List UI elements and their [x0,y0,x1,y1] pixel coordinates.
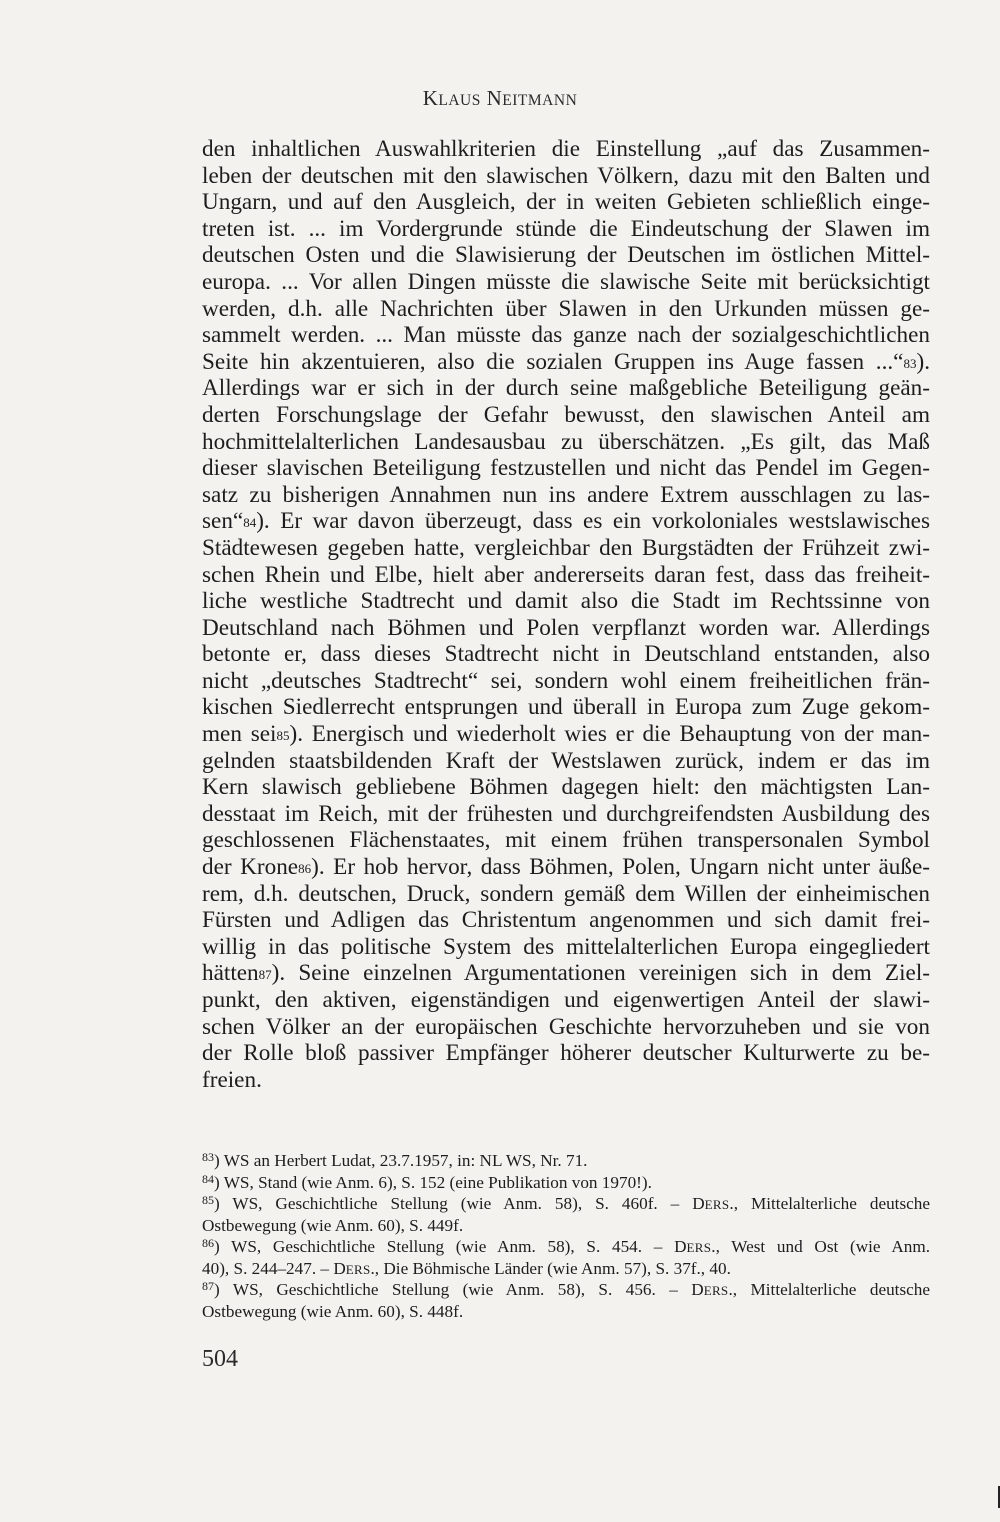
footnote-text: ., Mittelalterliche deutsche [728,1280,930,1299]
text-line: Städtewesen gegeben hatte, vergleichbar den Burgstädten der Frühzeit zwi- [202,534,930,561]
footnotes [202,1150,930,1322]
text-line: schen Völker an der europäischen Geschichte hervorzuheben und sie von [202,1013,930,1040]
text-line: punkt, den aktiven, eigenständigen und eigenwertigen Anteil der slawi- [202,987,930,1013]
text-line: desstaat im Reich, mit der frühesten und durchgreifendsten Ausbildung des [202,800,930,827]
running-header [0,86,1000,111]
text-segment: der Krone [202,854,299,881]
text-line: der Rolle bloß passiver Empfänger höherer deutscher Kulturwerte zu be- [202,1040,930,1067]
footnote-line [202,1150,930,1172]
footnote-84 [202,1172,930,1194]
ders-initial: D [674,1237,687,1256]
text-line [202,854,930,881]
text-line [202,721,930,748]
footnote-number: 83 [202,1150,214,1164]
text-line: freien. [202,1066,262,1093]
footnote-text: 40), S. 244–247. – [202,1258,334,1278]
text-line: betonte er, dass dieses Stadtrecht nicht in Deutschland entstanden, also [202,641,930,668]
footnote-line: Ostbewegung (wie Anm. 60), S. 449f. [202,1215,464,1235]
footnote-line: Ostbewegung (wie Anm. 60), S. 448f. [202,1301,464,1321]
footnote-83 [202,1150,930,1172]
text-line: kischen Siedlerrecht entsprungen und überall in Europa zum Zuge gekom- [202,694,930,721]
text-segment: ). [916,348,930,375]
text-segment: hätten [202,960,259,987]
text-segment: ). Energisch und wiederholt wies er die Behauptung von der man- [289,721,930,748]
ders-initial: D [691,1280,704,1299]
text-line: Deutschland nach Böhmen und Polen verpflanzt worden war. Allerdings [202,614,930,641]
footnote-text: ) WS, Geschichtliche Stellung (wie Anm. 58), S. 460f. – [214,1194,693,1213]
text-line: liche westliche Stadtrecht und damit also die Stadt im Rechtssinne von [202,588,930,615]
footnote-87 [202,1279,930,1322]
footnote-number: 87 [202,1279,214,1293]
footnote-number: 84 [202,1171,214,1186]
footnote-number: 85 [202,1193,214,1207]
footnote-line [202,1172,930,1194]
text-line: leben der deutschen mit den slawischen Völkern, dazu mit den Balten und [202,162,930,189]
text-line: rem, d.h. deutschen, Druck, sondern gemäß dem Willen der einheimischen [202,880,930,907]
footnote-text: ) WS, Geschichtliche Stellung (wie Anm. 58), S. 456. – [214,1280,692,1299]
text-segment: men sei [202,721,277,748]
text-segment: ). Er hob hervor, dass Böhmen, Polen, Ungarn nicht unter äuße- [311,854,930,881]
ders-rest: ERS [703,1283,729,1298]
text-line: schen Rhein und Elbe, hielt aber andererseits daran fest, dass das freiheit- [202,561,930,588]
footnote-text: ., Mittelalterliche deutsche [729,1194,930,1213]
text-line: Fürsten und Adligen das Christentum angenommen und sich damit frei- [202,907,930,934]
footnote-text: ) WS, Geschichtliche Stellung (wie Anm. 58), S. 454. – [214,1237,675,1256]
text-line: werden, d.h. alle Nachrichten über Slawen in den Urkunden müssen ge- [202,295,930,322]
text-line: deutschen Osten und die Slawisierung der Deutschen im östlichen Mittel- [202,242,930,269]
ders-initial: D [692,1194,705,1213]
footnote-number: 86 [202,1236,214,1250]
main-text [202,136,930,1093]
footnote-text: ) WS, Stand (wie Anm. 6), S. 152 (eine Publikation von 1970!). [214,1172,652,1192]
ders-rest: ERS [704,1197,730,1212]
text-segment: ). Er war davon überzeugt, dass es ein vorkoloniales westslawisches [256,508,930,535]
footnote-reference-86[interactable]: 86 [298,861,312,877]
text-line: derten Forschungslage der Gefahr bewusst, den slawischen Anteil am [202,401,930,428]
text-line: europa. ... Vor allen Dingen müsste die slawische Seite mit berücksichtigt [202,268,930,295]
header-author-last-rest: EITMANN [502,92,578,109]
footnote-line [202,1236,930,1258]
footnote-reference-84[interactable]: 84 [243,515,257,531]
text-line: treten ist. ... im Vordergrunde stünde die Eindeutschung der Slawen im [202,215,930,242]
text-line: den inhaltlichen Auswahlkriterien die Einstellung „auf das Zusammen- [202,136,930,162]
footnote-86 [202,1236,930,1279]
footnote-text: ) WS an Herbert Ludat, 23.7.1957, in: NL WS, Nr. 71. [214,1151,588,1170]
text-line: willig in das politische System des mittelalterlichen Europa eingegliedert [202,933,930,960]
text-line [202,508,930,535]
footnote-line [202,1279,930,1301]
text-line [202,960,930,987]
footnote-reference-83[interactable]: 83 [903,355,917,371]
footnote-text: ., Die Böhmische Länder (wie Anm. 57), S. 37f., 40. [370,1258,731,1278]
text-line: Kern slawisch gebliebene Böhmen dagegen hielt: den mächtigsten Lan- [202,774,930,801]
text-line [202,349,930,376]
text-segment: Seite hin akzentuieren, also die sozialen Gruppen ins Auge fassen ...“ [202,348,904,375]
text-line: gelnden staatsbildenden Kraft der Westslawen zurück, indem er das im [202,747,930,774]
text-line: hochmittelalterlichen Landesausbau zu überschätzen. „Es gilt, das Maß [202,428,930,455]
footnote-reference-87[interactable]: 87 [258,967,272,983]
text-line: nicht „deutsches Stadtrecht“ sei, sondern wohl einem freiheitlichen frän- [202,667,930,694]
text-line: geschlossenen Flächenstaates, mit einem frühen transpersonalen Symbol [202,827,930,854]
text-line: sammelt werden. ... Man müsste das ganze nach der sozialgeschichtlichen [202,322,930,349]
ders-rest: ERS [686,1240,712,1255]
header-author-first-rest: LAUS [438,92,481,109]
footnote-line [202,1258,930,1280]
footnote-reference-85[interactable]: 85 [276,728,290,744]
header-author-first-initial: K [422,86,439,110]
ders-rest: ERS [345,1261,371,1277]
footnote-85 [202,1193,930,1236]
text-segment: ). Seine einzelnen Argumentationen vereinigen sich in dem Ziel- [271,960,930,987]
text-line: Ungarn, und auf den Ausgleich, der in weiten Gebieten schließlich einge- [202,189,930,216]
footnote-text: ., West und Ost (wie Anm. [711,1237,930,1256]
page-number: 504 [202,1346,238,1372]
footnote-line [202,1193,930,1215]
text-line: Allerdings war er sich in der durch seine maßgebliche Beteiligung geän- [202,375,930,402]
text-segment: sen“ [202,508,244,535]
ders-initial: D [333,1258,346,1278]
header-author-last-initial: N [486,86,503,110]
text-line: satz zu bisherigen Annahmen nun ins andere Extrem ausschlagen zu las- [202,481,930,508]
text-line: dieser slavischen Beteiligung festzustellen und nicht das Pendel im Gegen- [202,455,930,482]
